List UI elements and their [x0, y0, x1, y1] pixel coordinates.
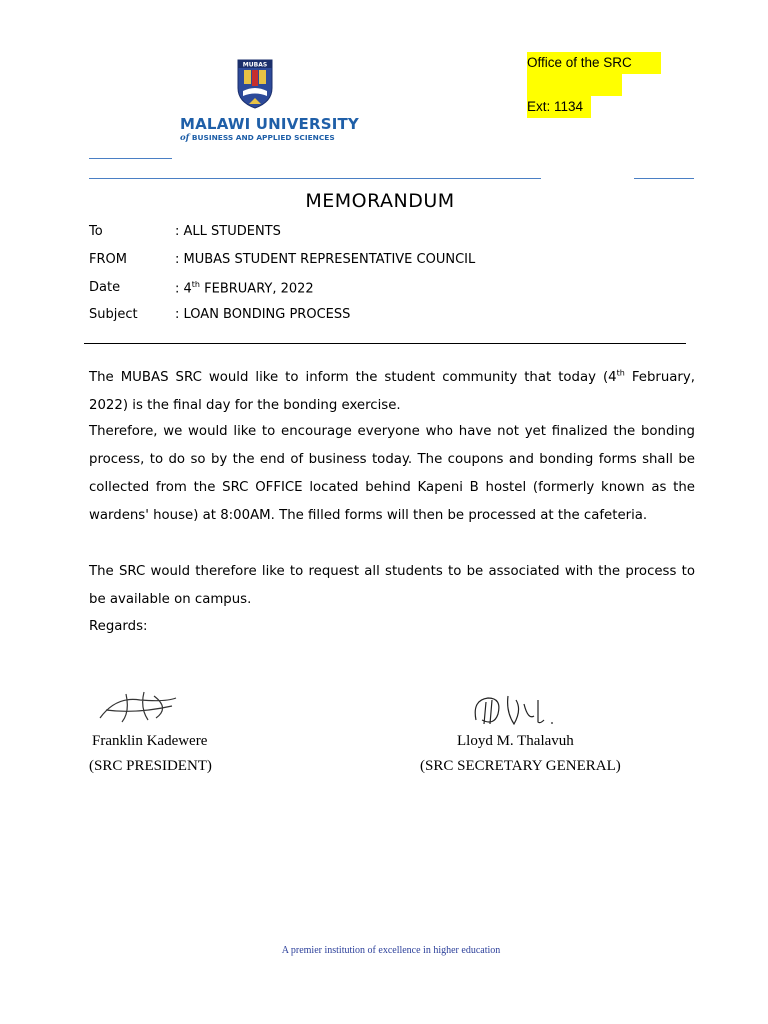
signatory-1-role: (SRC PRESIDENT)	[89, 758, 212, 774]
svg-text:MUBAS: MUBAS	[242, 61, 268, 69]
footer-tagline: A premier institution of excellence in higher education	[281, 945, 501, 956]
header-separator	[84, 343, 686, 344]
extension-label: Ext: 1134	[527, 96, 591, 118]
blue-rule-right	[634, 178, 694, 179]
office-label: Office of the SRC	[527, 52, 661, 74]
university-name: MALAWI UNIVERSITY	[180, 115, 359, 133]
president-signature	[96, 688, 182, 726]
paragraph-1: The MUBAS SRC would like to inform the student community that today (4th February, 2022) is the final day for the bonding exercise.	[89, 368, 695, 413]
subject-label: Subject	[89, 307, 138, 322]
to-label: To	[89, 224, 103, 239]
subject-value: : LOAN BONDING PROCESS	[175, 307, 351, 322]
to-value: : ALL STUDENTS	[175, 224, 281, 239]
signatory-1-name: Franklin Kadewere	[92, 733, 208, 749]
signatory-2-role: (SRC SECRETARY GENERAL)	[420, 758, 621, 774]
date-value: : 4th FEBRUARY, 2022	[175, 280, 314, 297]
paragraph-3: The SRC would therefore like to request all students to be associated with the process to be available on campus.	[89, 564, 695, 607]
date-label: Date	[89, 280, 121, 295]
memo-title: MEMORANDUM	[305, 190, 455, 212]
blue-rule-long	[89, 178, 541, 179]
blue-rule-short	[89, 158, 172, 159]
highlight-spacer	[527, 74, 622, 96]
secretary-signature	[468, 690, 558, 730]
regards: Regards:	[89, 619, 148, 634]
university-crest-logo	[236, 58, 274, 110]
signatory-2-name: Lloyd M. Thalavuh	[457, 733, 574, 749]
from-value: : MUBAS STUDENT REPRESENTATIVE COUNCIL	[175, 252, 476, 267]
university-subtitle: of BUSINESS AND APPLIED SCIENCES	[180, 133, 335, 143]
paragraph-2: Therefore, we would like to encourage everyone who have not yet finalized the bonding process, to do so by the end of business today. The coupons and bonding forms shall be collected from the SRC OFFICE located behind Kapeni B hostel (formerly known as the wardens' house) at 8:00AM. The filled forms will then be processed at the cafeteria.	[89, 424, 695, 523]
from-label: FROM	[89, 252, 127, 267]
